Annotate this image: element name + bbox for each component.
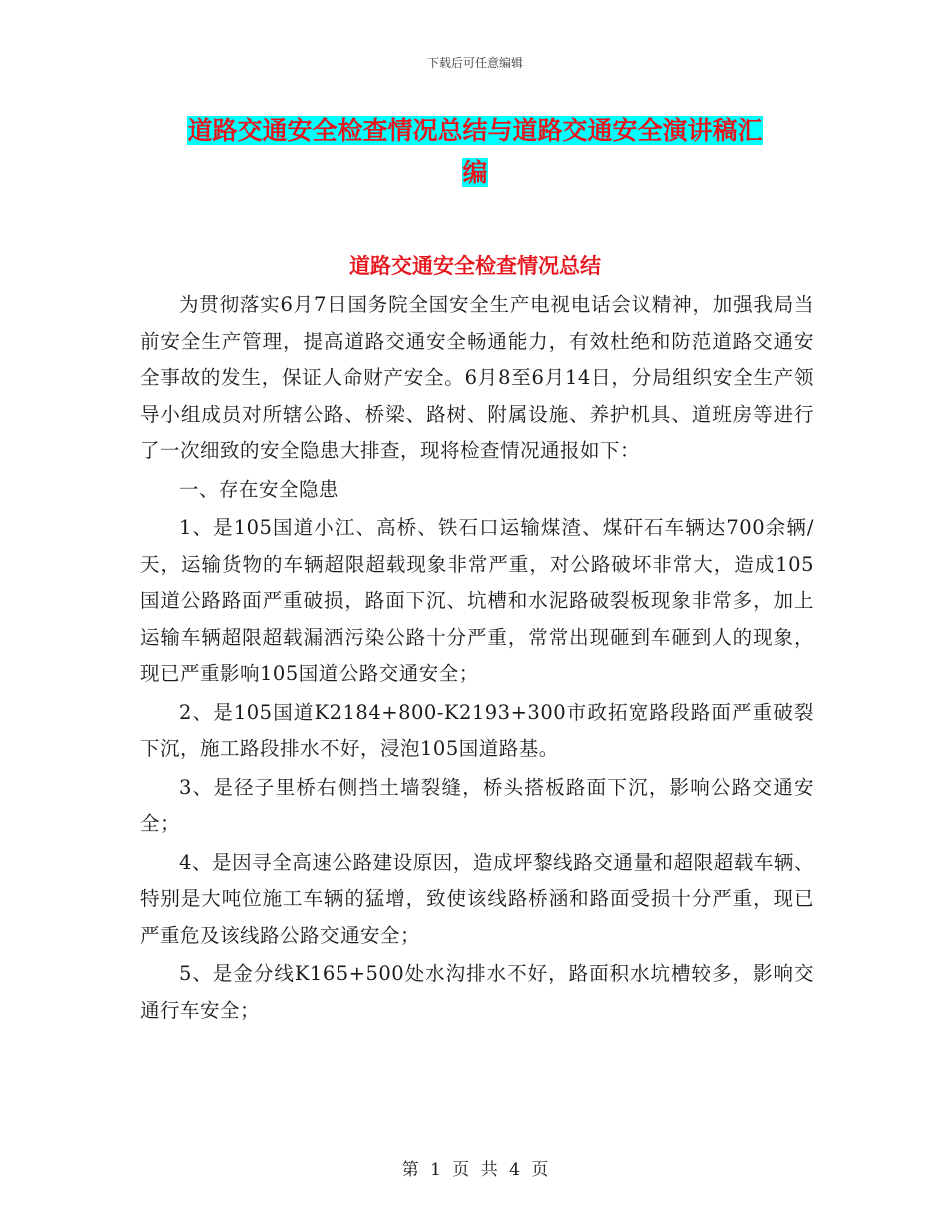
document-title-line-1: 道路交通安全检查情况总结与道路交通安全演讲稿汇 — [187, 116, 763, 145]
header-note: 下载后可任意编辑 — [426, 56, 523, 70]
document-title — [150, 110, 800, 194]
page-footer: 第 1 页 共 4 页 — [401, 1160, 549, 1180]
paragraph-item-1: 1、是105国道小江、高桥、铁石口运输煤渣、煤矸石车辆达700余辆/天，运输货物的车辆超限超载现象非常严重，对公路破坏非常大，造成105国道公路路面严重破损，路面下沉、坑槽和水泥路破裂板现象非常多，加上运输车辆超限超载漏洒污染公路十分严重，常常出现砸到车砸到人的现象，现已严重影响105国道公路交通安全； — [140, 516, 814, 685]
paragraph-intro: 为贯彻落实6月7日国务院全国安全生产电视电话会议精神，加强我局当前安全生产管理，提高道路交通安全畅通能力，有效杜绝和防范道路交通安全事故的发生，保证人命财产安全。6月8至6月14日，分局组织安全生产领导小组成员对所辖公路、桥梁、路树、附属设施、养护机具、道班房等进行了一次细致的安全隐患大排查，现将检查情况通报如下： — [140, 293, 814, 462]
paragraph-item-2: 2、是105国道K2184+800-K2193+300市政拓宽路段路面严重破裂下沉，施工路段排水不好，浸泡105国道路基。 — [140, 700, 814, 760]
paragraph-item-3: 3、是径子里桥右侧挡土墙裂缝，桥头搭板路面下沉，影响公路交通安全； — [140, 775, 814, 835]
paragraph-heading-hazards: 一、存在安全隐患 — [179, 477, 340, 501]
document-body — [140, 287, 814, 1031]
section-title: 道路交通安全检查情况总结 — [349, 254, 601, 278]
paragraph-item-5: 5、是金分线K165+500处水沟排水不好，路面积水坑槽较多，影响交通行车安全； — [140, 962, 814, 1022]
document-title-line-2: 编 — [462, 158, 488, 187]
paragraph-item-4: 4、是因寻全高速公路建设原因，造成坪黎线路交通量和超限超载车辆、特别是大吨位施工车辆的猛增，致使该线路桥涵和路面受损十分严重，现已严重危及该线路公路交通安全； — [140, 850, 814, 947]
